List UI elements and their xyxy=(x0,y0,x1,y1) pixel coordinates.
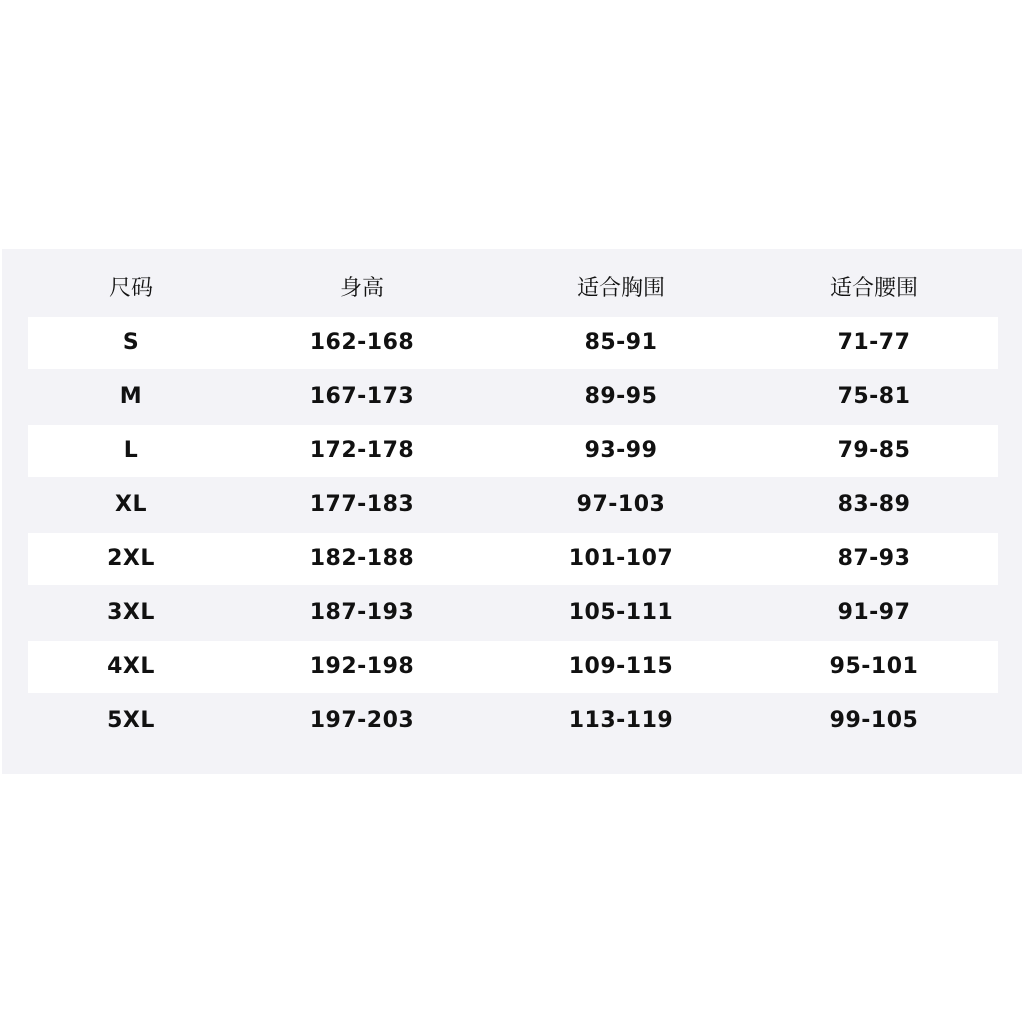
size-cell: 3XL xyxy=(107,600,155,625)
height-cell: 187-193 xyxy=(309,600,415,625)
height-cell: 167-173 xyxy=(309,384,415,409)
size-cell: XL xyxy=(115,492,147,517)
header-size: 尺码 xyxy=(108,276,153,301)
chest-cell: 93-99 xyxy=(584,438,658,463)
header-waist: 适合腰围 xyxy=(829,276,918,301)
size-cell: 4XL xyxy=(107,654,155,679)
table-row xyxy=(28,641,998,693)
table-row xyxy=(28,479,998,531)
waist-cell: 87-93 xyxy=(837,546,911,571)
table-row xyxy=(28,587,998,639)
header-chest: 适合胸围 xyxy=(576,276,665,301)
table-row xyxy=(28,371,998,423)
waist-cell: 99-105 xyxy=(829,708,919,733)
chest-cell: 105-111 xyxy=(568,600,674,625)
waist-cell: 91-97 xyxy=(837,600,911,625)
table-row xyxy=(28,425,998,477)
height-cell: 192-198 xyxy=(309,654,415,679)
height-cell: 162-168 xyxy=(309,330,415,355)
chest-cell: 89-95 xyxy=(584,384,658,409)
table-row xyxy=(28,533,998,585)
header-height: 身高 xyxy=(339,276,384,301)
chest-cell: 109-115 xyxy=(568,654,674,679)
table-row xyxy=(28,695,998,747)
waist-cell: 79-85 xyxy=(837,438,911,463)
height-cell: 172-178 xyxy=(309,438,415,463)
height-cell: 177-183 xyxy=(309,492,415,517)
waist-cell: 95-101 xyxy=(829,654,919,679)
height-cell: 197-203 xyxy=(309,708,415,733)
chest-cell: 113-119 xyxy=(568,708,674,733)
chest-cell: 101-107 xyxy=(568,546,674,571)
size-cell: 2XL xyxy=(107,546,155,571)
size-cell: L xyxy=(123,438,139,463)
size-cell: 5XL xyxy=(107,708,155,733)
height-cell: 182-188 xyxy=(309,546,415,571)
size-cell: M xyxy=(119,384,143,409)
size-chart-table xyxy=(2,249,1022,774)
waist-cell: 75-81 xyxy=(837,384,911,409)
table-row xyxy=(28,317,998,369)
size-cell: S xyxy=(122,330,140,355)
chest-cell: 85-91 xyxy=(584,330,658,355)
waist-cell: 71-77 xyxy=(837,330,911,355)
chest-cell: 97-103 xyxy=(576,492,666,517)
table-header-row xyxy=(28,263,998,315)
waist-cell: 83-89 xyxy=(837,492,911,517)
